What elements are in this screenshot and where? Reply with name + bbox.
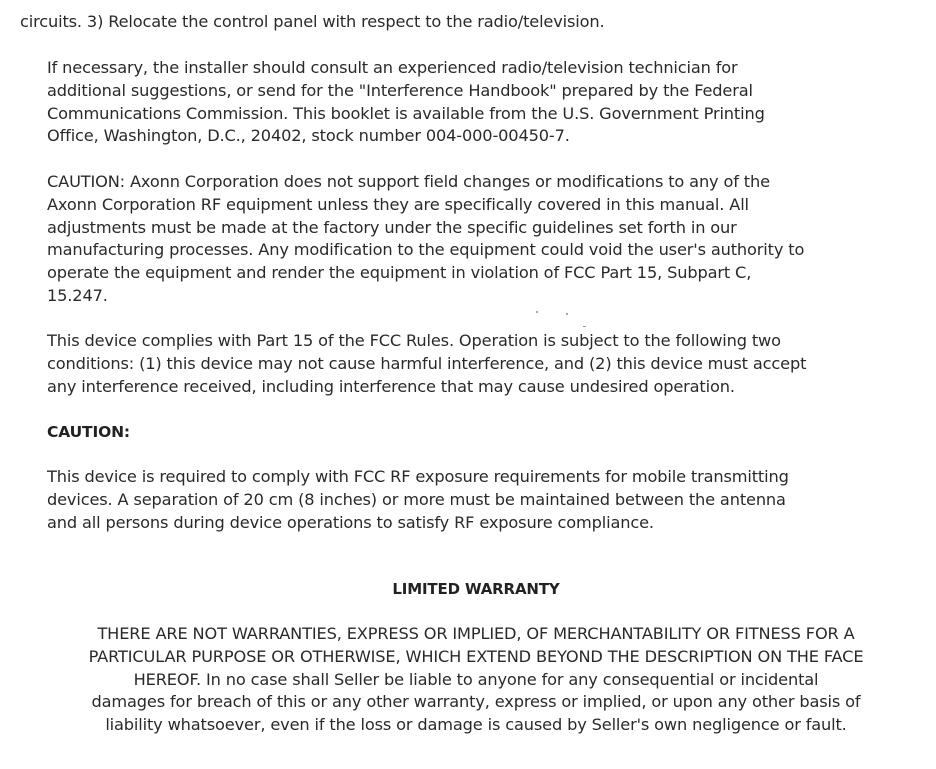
caution-modifications-paragraph xyxy=(47,171,804,308)
text-line: If necessary, the installer should consult an experienced radio/television technician for xyxy=(47,58,738,77)
text-line: This device is required to comply with FCC RF exposure requirements for mobile transmitting xyxy=(47,467,789,486)
text-line: Axonn Corporation RF equipment unless they are specifically covered in this manual. All xyxy=(47,194,749,214)
text-line: PARTICULAR PURPOSE OR OTHERWISE, WHICH EXTEND BEYOND THE DESCRIPTION ON THE FACE xyxy=(88,646,864,666)
text-line: devices. A separation of 20 cm (8 inches) or more must be maintained between the antenna xyxy=(47,489,786,509)
text-line: This device complies with Part 15 of the FCC Rules. Operation is subject to the following two xyxy=(47,331,781,350)
text-line: CAUTION: Axonn Corporation does not support field changes or modifications to any of the xyxy=(47,172,770,191)
text-line: conditions: (1) this device may not cause harmful interference, and (2) this device must accept xyxy=(47,353,807,373)
text-line: damages for breach of this or any other warranty, express or implied, or upon any other basis of xyxy=(91,692,861,712)
warranty-paragraph xyxy=(0,623,936,737)
text-line: any interference received, including interference that may cause undesired operation. xyxy=(47,376,735,396)
intro-fragment-paragraph xyxy=(20,11,605,34)
rf-exposure-paragraph xyxy=(47,466,789,534)
text-line: operate the equipment and render the equipment in violation of FCC Part 15, Subpart C, xyxy=(47,263,752,283)
text-line: circuits. 3) Relocate the control panel with respect to the radio/television. xyxy=(20,12,605,31)
text-line: adjustments must be made at the factory under the specific guidelines set forth in our xyxy=(47,217,737,237)
text-line: and all persons during device operations to satisfy RF exposure compliance. xyxy=(47,512,654,532)
fcc-compliance-paragraph xyxy=(47,330,806,398)
scan-speck xyxy=(566,313,568,315)
text-line: liability whatsoever, even if the loss or damage is caused by Seller's own negligence or fault. xyxy=(105,715,847,735)
text-line: HEREOF. In no case shall Seller be liable to anyone for any consequential or incidental xyxy=(133,669,819,689)
text-line: THERE ARE NOT WARRANTIES, EXPRESS OR IMPLIED, OF MERCHANTABILITY OR FITNESS FOR A xyxy=(97,624,855,643)
scan-speck xyxy=(583,326,586,327)
text-line: Office, Washington, D.C., 20402, stock number 004-000-00450-7. xyxy=(47,126,570,146)
consult-technician-paragraph xyxy=(47,57,765,148)
text-line: additional suggestions, or send for the "Interference Handbook" prepared by the Federal xyxy=(47,80,753,100)
text-line: manufacturing processes. Any modification to the equipment could void the user's authority to xyxy=(47,240,805,260)
limited-warranty-heading: LIMITED WARRANTY xyxy=(392,580,560,598)
scan-speck xyxy=(536,311,538,313)
text-line: Communications Commission. This booklet is available from the U.S. Government Printing xyxy=(47,103,765,123)
caution-heading: CAUTION: xyxy=(47,423,130,441)
text-line: 15.247. xyxy=(47,285,108,305)
